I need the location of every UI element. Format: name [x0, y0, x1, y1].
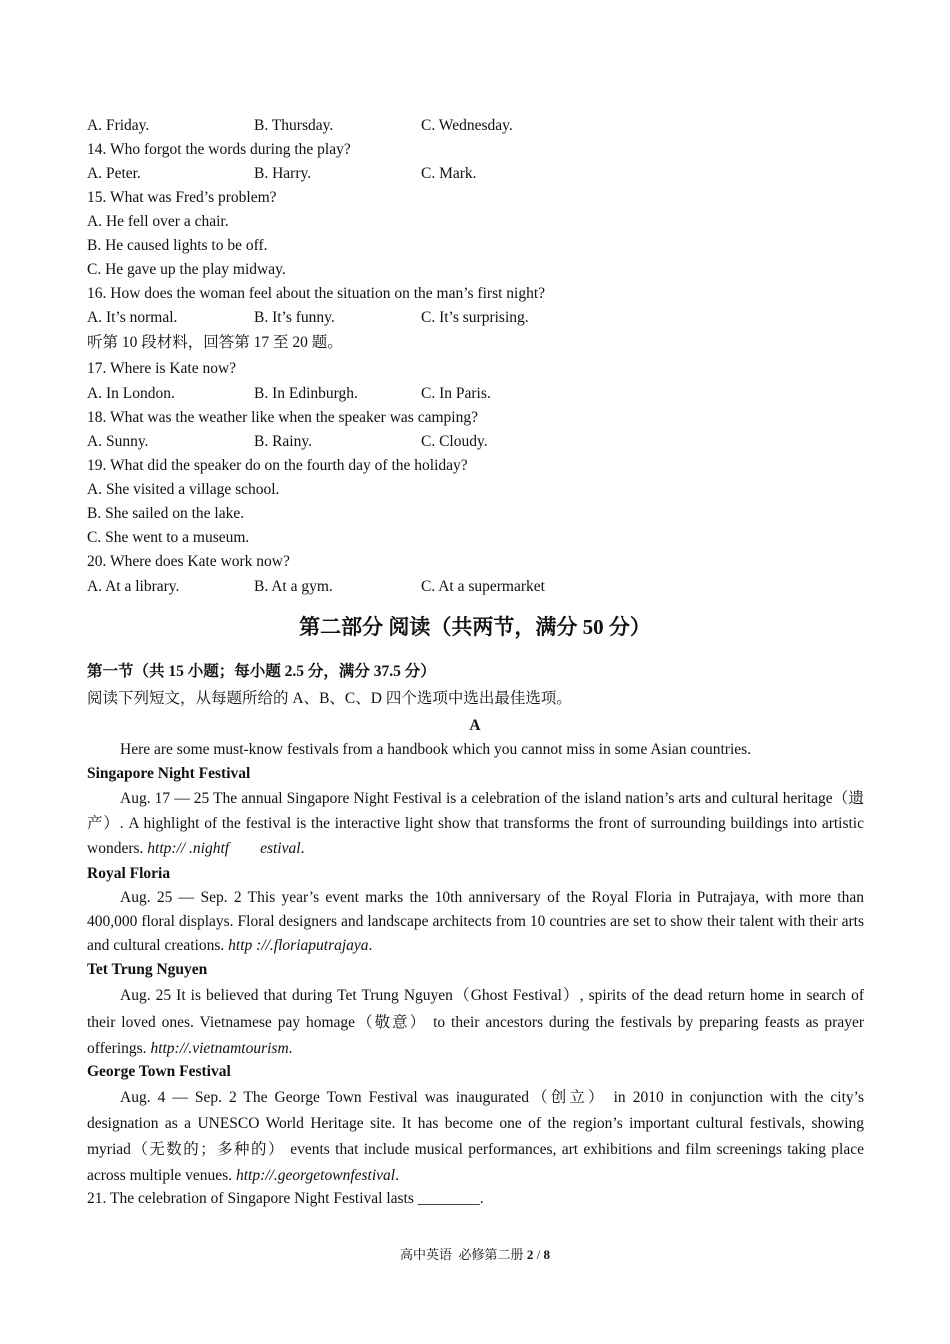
q13-option-b: B. Thursday.: [254, 117, 334, 134]
question-14: 14. Who forgot the words during the play?: [87, 141, 351, 158]
material-10-instruction: 听第 10 段材料，回答第 17 至 20 题。: [87, 334, 343, 351]
festival-link: http ://.floriaputrajaya: [228, 937, 369, 954]
q20-option-b: B. At a gym.: [254, 578, 333, 595]
festival-name: Royal Floria: [87, 865, 171, 882]
festival-text: Aug. 25 It is believed that during Tet Trung Nguyen（Ghost Festival）, spirits of the dead return home in search of their loved ones. Vietnamese pay homage（敬意） to their ancestors during the festivals by preparing feasts as prayer offerings.: [87, 987, 864, 1057]
q14-option-b: B. Harry.: [254, 165, 312, 182]
festival-name: George Town Festival: [87, 1063, 231, 1080]
q13-option-c: C. Wednesday.: [421, 117, 513, 134]
question-21: 21. The celebration of Singapore Night Festival lasts ________.: [87, 1190, 484, 1207]
reading-instruction: 阅读下列短文，从每题所给的 A、B、C、D 四个选项中选出最佳选项。: [87, 690, 572, 707]
festival-link: http://.georgetownfestival: [235, 1167, 396, 1184]
q18-option-b: B. Rainy.: [254, 433, 312, 450]
footer-book-title: 高中英语 必修第二册: [400, 1247, 527, 1262]
q18-option-a: A. Sunny.: [87, 433, 149, 450]
question-16: 16. How does the woman feel about the situation on the man’s first night?: [87, 285, 546, 302]
festival-text: Aug. 4 — Sep. 2 The George Town Festival was inaugurated（创立） in 2010 in conjunction with the city’s designation as a UNESCO World Heritage site. It has become one of the region’s important cultural festivals, showing myriad（无数的；多种的） events that include musical performances, art exhibitions and film screenings taking place across multiple venues.: [87, 1089, 864, 1184]
q17-option-c: C. In Paris.: [421, 385, 491, 402]
q13-option-a: A. Friday.: [87, 117, 150, 134]
part2-title: 第二部分 阅读（共两节，满分 50 分）: [299, 615, 651, 639]
q19-option-c: C. She went to a museum.: [87, 529, 250, 546]
q15-option-a: A. He fell over a chair.: [87, 213, 229, 230]
page-footer: [0, 1246, 950, 1264]
q16-option-a: A. It’s normal.: [87, 309, 178, 326]
footer-total-pages: 8: [543, 1247, 550, 1262]
q20-option-c: C. At a supermarket: [421, 578, 545, 595]
festival-description: Aug. 4 — Sep. 2 The George Town Festival was inaugurated（创立） in 2010 in conjunction with the city’s designation as a UNESCO World Heritage site. It has become one of the region’s important cultural festivals, showing myriad（无数的；多种的） events that include musical performances, art exhibitions and film screenings taking place across multiple venues. http://.georgetownfestival.: [87, 1089, 864, 1184]
section1-heading: 第一节（共 15 小题；每小题 2.5 分，满分 37.5 分）: [87, 663, 436, 680]
festival-link: http:// .nightf estival: [147, 840, 301, 857]
q14-option-a: A. Peter.: [87, 165, 141, 182]
festival-text: Aug. 17 — 25 The annual Singapore Night Festival is a celebration of the island nation’s arts and cultural heritage（遗产）. A highlight of the festival is the interactive light show that transforms the front of surrounding buildings into artistic wonders.: [87, 790, 864, 857]
q15-option-b: B. He caused lights to be off.: [87, 237, 268, 254]
q17-option-b: B. In Edinburgh.: [254, 385, 358, 402]
festival-link: http://.vietnamtourism: [150, 1040, 289, 1057]
question-20: 20. Where does Kate work now?: [87, 553, 290, 570]
q20-option-a: A. At a library.: [87, 578, 180, 595]
q17-option-a: A. In London.: [87, 385, 175, 402]
q16-option-b: B. It’s funny.: [254, 309, 335, 326]
passage-intro: Here are some must-know festivals from a handbook which you cannot miss in some Asian countries.: [120, 741, 752, 758]
question-15: 15. What was Fred’s problem?: [87, 189, 277, 206]
question-19: 19. What did the speaker do on the fourth day of the holiday?: [87, 457, 468, 474]
q16-option-c: C. It’s surprising.: [421, 309, 529, 326]
festival-text: Aug. 25 — Sep. 2 This year’s event marks the 10th anniversary of the Royal Floria in Putrajaya, with more than 400,000 floral displays. Floral designers and landscape architects from 10 countries are set to show their talent with their arts and cultural creations.: [87, 889, 864, 954]
q19-option-a: A. She visited a village school.: [87, 481, 280, 498]
question-18: 18. What was the weather like when the speaker was camping?: [87, 409, 478, 426]
passage-label: A: [469, 717, 481, 734]
festival-description: Aug. 25 It is believed that during Tet Trung Nguyen（Ghost Festival）, spirits of the dead return home in search of their loved ones. Vietnamese pay homage（敬意） to their ancestors during the festivals by preparing feasts as prayer offerings. http://.vietnamtourism.: [87, 987, 864, 1057]
question-17: 17. Where is Kate now?: [87, 360, 237, 377]
q18-option-c: C. Cloudy.: [421, 433, 488, 450]
footer-page-number: 2: [526, 1247, 534, 1262]
festival-description: Aug. 17 — 25 The annual Singapore Night Festival is a celebration of the island nation’s arts and cultural heritage（遗产）. A highlight of the festival is the interactive light show that transforms the front of surrounding buildings into artistic wonders. http:// .nightf estival.: [87, 790, 864, 857]
festival-name: Tet Trung Nguyen: [87, 961, 208, 978]
q14-option-c: C. Mark.: [421, 165, 477, 182]
festival-description: Aug. 25 — Sep. 2 This year’s event marks the 10th anniversary of the Royal Floria in Putrajaya, with more than 400,000 floral displays. Floral designers and landscape architects from 10 countries are set to show their talent with their arts and cultural creations. http ://.floriaputrajaya.: [87, 889, 864, 954]
q19-option-b: B. She sailed on the lake.: [87, 505, 245, 522]
q15-option-c: C. He gave up the play midway.: [87, 261, 286, 278]
festival-name: Singapore Night Festival: [87, 765, 251, 782]
footer-separator: /: [533, 1247, 544, 1262]
